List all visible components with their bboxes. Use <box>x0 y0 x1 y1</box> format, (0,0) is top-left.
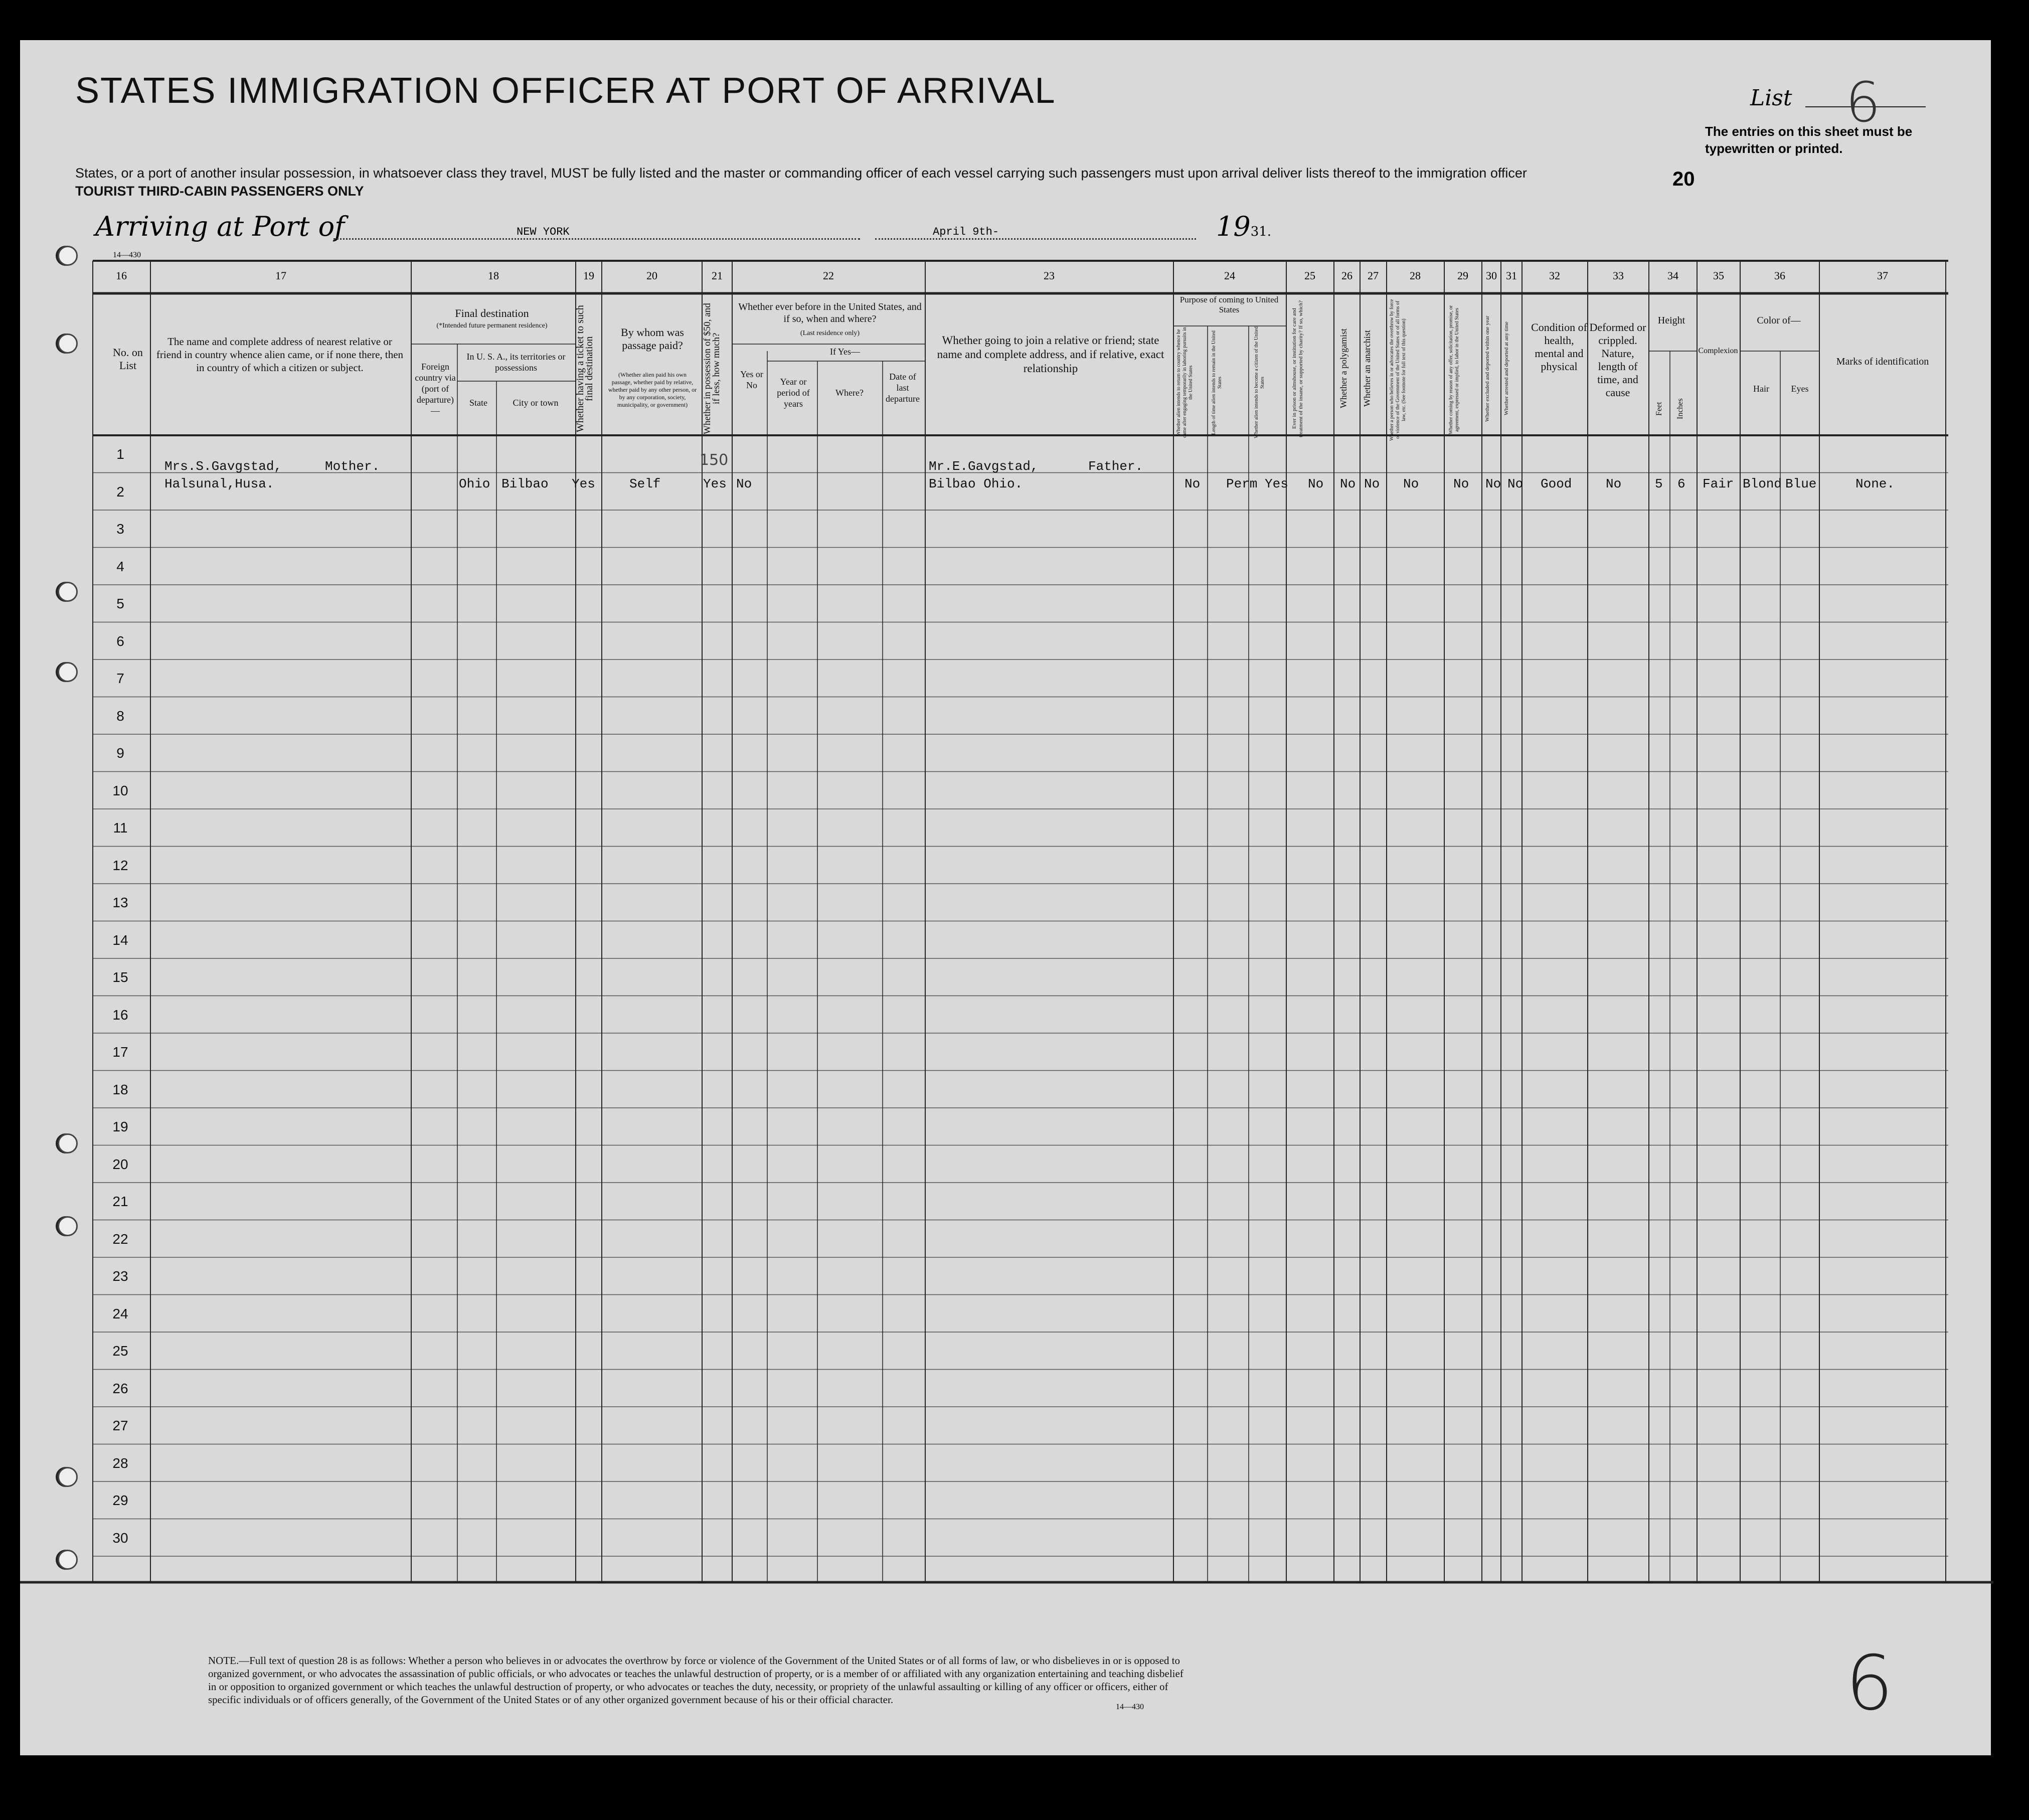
row-number: 6 <box>116 633 124 649</box>
hdr-before: Whether ever before in the United States, and if so, when and where? <box>738 301 922 324</box>
row-number: 3 <box>116 521 124 537</box>
binding-hole <box>58 1133 78 1153</box>
row-number: 8 <box>116 708 124 724</box>
hdr-purpose: Purpose of coming to United States <box>1179 295 1279 314</box>
row1-q29: No <box>1453 476 1469 491</box>
row-number: 30 <box>112 1530 128 1546</box>
binding-hole <box>58 1467 78 1487</box>
form-number: 14—430 <box>1116 1703 1144 1711</box>
row1-purpose-c: Yes <box>1265 476 1288 491</box>
hdr-q29: Whether coming by reason of any offer, solicitation, promise, or agreement, expressed or implied, to labor in the United States <box>1448 305 1460 435</box>
hdr-inches: Inches <box>1676 398 1684 419</box>
column-number: 25 <box>1304 269 1315 282</box>
hdr-if-yes: If Yes— <box>829 347 860 357</box>
hdr-state: State <box>469 398 487 408</box>
row1-prison: No <box>1308 476 1324 491</box>
row-number: 22 <box>112 1231 128 1247</box>
binding-hole <box>58 662 78 682</box>
row1-purpose-b: Perm <box>1226 476 1258 491</box>
column-number: 29 <box>1457 269 1468 282</box>
row-number: 5 <box>116 596 124 611</box>
row1-q28: No <box>1403 476 1419 491</box>
row-number: 10 <box>112 782 128 798</box>
hdr-polygamist: Whether a polygamist <box>1338 328 1348 409</box>
sheet-subtitle: States, or a port of another insular possession, in whatsoever class they travel, MUST be fully listed and the master or commanding officer of each vessel carrying such passengers must upon arrival deliver lists thereof to the immigration officer <box>75 166 1527 181</box>
hdr-eyes: Eyes <box>1791 384 1809 394</box>
row1-passage: Self <box>629 476 661 491</box>
hdr-join: Whether going to join a relative or friend; state name and complete address, and if relative, exact relationship <box>937 334 1164 375</box>
row1-relative-name: Mrs.S.Gavgstad, <box>164 459 282 474</box>
binding-hole <box>58 582 78 602</box>
hdr-where: Where? <box>835 388 864 398</box>
row1-deformed: No <box>1606 476 1622 491</box>
row-number: 13 <box>112 895 128 910</box>
row1-purpose-a: No <box>1185 476 1201 491</box>
row-number: 25 <box>112 1343 128 1359</box>
hdr-health: Condition of health, mental and physical <box>1531 321 1587 373</box>
hdr-no-on-list: No. on List <box>113 346 143 372</box>
row-number: 14 <box>112 932 128 948</box>
hdr-anarchist: Whether an anarchist <box>1362 330 1372 407</box>
column-number: 32 <box>1549 269 1560 282</box>
hdr-q30: Whether excluded and deported within one year <box>1484 315 1490 422</box>
row-number: 18 <box>112 1081 128 1097</box>
row1-money: Yes <box>703 476 727 491</box>
column-number: 27 <box>1368 269 1379 282</box>
handwritten-margin-number: 6 <box>1845 1640 1894 1727</box>
entries-note: The entries on this sheet must be typewritten or printed. <box>1705 124 1913 156</box>
sheet-number: 20 <box>1672 168 1695 190</box>
row1-ticket: Yes <box>572 476 595 491</box>
hdr-passage-note: (Whether alien paid his own passage, whether paid by relative, whether paid by any other person, or by any corporation, society, municipality, or government) <box>608 371 697 408</box>
hdr-final-destination: Final destination <box>455 307 529 319</box>
column-number: 34 <box>1667 269 1678 282</box>
hdr-year-period: Year or period of years <box>777 377 810 409</box>
row-number: 15 <box>112 969 128 985</box>
binding-hole <box>58 334 78 354</box>
column-number: 33 <box>1613 269 1624 282</box>
arrival-date: April 9th- <box>933 226 999 238</box>
binding-hole <box>58 1550 78 1570</box>
arrival-port: NEW YORK <box>517 226 570 238</box>
arrival-label: Arriving at Port of <box>95 211 345 242</box>
row1-anarchist: No <box>1364 476 1380 491</box>
hdr-passage: By whom was passage paid? <box>621 326 684 352</box>
column-number: 21 <box>712 269 723 282</box>
row-number: 19 <box>112 1119 128 1134</box>
class-line: TOURIST THIRD-CABIN PASSENGERS ONLY <box>75 184 364 199</box>
row1-city: Bilbao <box>501 476 549 491</box>
column-number: 19 <box>583 269 594 282</box>
hdr-complexion: Complexion <box>1698 347 1738 355</box>
hdr-date-departure: Date of last departure <box>886 372 920 404</box>
hdr-city: City or town <box>513 398 559 408</box>
column-number: 17 <box>275 269 286 282</box>
hdr-hair: Hair <box>1753 384 1769 394</box>
hdr-feet: Feet <box>1655 402 1663 416</box>
footnote: NOTE.—Full text of question 28 is as follows: Whether a person who believes in or advocates the overthrow by force or violence of the Government of the United States or of all forms of law, or who disbelieves in or is opposed to organized government, or who advocates the assassination of public officials, or who advocates or teaches the unlawful destruction of property, or is a member of or affiliated with any organization entertaining and teaching disbelief in or opposition to organized government or which teaches the unlawful destruction of property, or who advocates or teaches the duty, necessity, or propriety of the unlawful assaulting or killing of any officer or officers, either of specific individuals or of officers generally, of the Government of the United States or of any other organized government because of his or their official character. <box>208 1654 1183 1706</box>
row-number: 17 <box>112 1044 128 1060</box>
hdr-q31: Whether arrested and deported at any time <box>1503 321 1509 416</box>
hdr-purpose-b: Length of time alien intends to remain in the United States <box>1211 330 1223 435</box>
hdr-color-of: Color of— <box>1757 315 1801 326</box>
row1-relative-address: Halsunal,Husa. <box>164 476 274 491</box>
column-number: 20 <box>646 269 657 282</box>
row-number: 23 <box>112 1268 128 1284</box>
row-number: 16 <box>112 1007 128 1023</box>
row-number: 28 <box>112 1455 128 1471</box>
hdr-usa: In U. S. A., its territories or possessions <box>466 352 566 373</box>
row1-q30: No <box>1485 476 1501 491</box>
hdr-purpose-c: Whether alien intends to become a citizen of the United States <box>1254 326 1265 439</box>
column-number: 30 <box>1486 269 1497 282</box>
row1-eyes: Blue <box>1785 476 1817 491</box>
column-number: 23 <box>1044 269 1055 282</box>
row1-join-name: Mr.E.Gavgstad, <box>929 459 1039 474</box>
row1-relative-relationship: Mother. <box>325 459 380 474</box>
row1-money-handwritten: 150 <box>700 451 729 469</box>
row-number: 24 <box>112 1305 128 1321</box>
column-number: 37 <box>1877 269 1888 282</box>
row1-join-address: Bilbao Ohio. <box>929 476 1023 491</box>
hdr-q28: Whether a person who believes in or advocates the overthrow by force or violence of the Government of the United States or of all forms of law, etc. (See footnote for full text of this question) <box>1389 299 1407 441</box>
hdr-before-note: (Last residence only) <box>800 329 860 337</box>
row1-before: No <box>736 476 752 491</box>
binding-hole <box>58 246 78 266</box>
hdr-ticket: Whether having a ticket to such final destination <box>575 305 595 432</box>
row1-feet: 5 <box>1655 476 1663 491</box>
row1-join-relationship: Father. <box>1088 459 1143 474</box>
row-number: 9 <box>116 745 124 761</box>
hdr-marks: Marks of identification <box>1836 356 1929 367</box>
hdr-relative: The name and complete address of nearest relative or friend in country whence alien came, or if none there, then in country of which a citizen or subject. <box>156 336 404 374</box>
column-number: 22 <box>823 269 834 282</box>
column-number: 36 <box>1774 269 1785 282</box>
row1-inches: 6 <box>1677 476 1685 491</box>
row-number: 1 <box>116 446 124 462</box>
hdr-foreign-country: Foreign country via (port of departure)— <box>415 362 456 416</box>
column-number: 26 <box>1341 269 1352 282</box>
row-number: 11 <box>113 820 128 836</box>
column-number: 18 <box>488 269 499 282</box>
row-number: 2 <box>116 483 124 500</box>
row1-health: Good <box>1541 476 1572 491</box>
row-number: 29 <box>112 1493 128 1508</box>
hdr-deformed: Deformed or crippled. Nature, length of time, and cause <box>1589 321 1646 399</box>
row-number: 4 <box>116 558 124 574</box>
binding-hole <box>58 1216 78 1236</box>
year-prefix: 19 <box>1216 211 1251 242</box>
row1-polygamist: No <box>1340 476 1356 491</box>
column-number: 28 <box>1410 269 1421 282</box>
list-label: List <box>1750 85 1792 111</box>
hdr-yes-or-no: Yes or No <box>740 369 763 390</box>
hdr-final-destination-note: (*Intended future permanent residence) <box>436 322 548 329</box>
row-number: 7 <box>116 671 124 686</box>
hdr-purpose-a: Whether alien intends to return to country whence he came after engaging temporarily in laboring pursuits in the United States <box>1176 327 1194 438</box>
row1-complexion: Fair <box>1703 476 1734 491</box>
column-number: 24 <box>1224 269 1235 282</box>
hdr-prison: Ever in prison or almshouse, or institution for care and treatment of the insane, or supported by charity? If so, which? <box>1291 300 1304 437</box>
row-number: 21 <box>112 1194 128 1209</box>
column-number: 16 <box>116 269 127 282</box>
row-number: 12 <box>112 857 128 873</box>
row-number: 27 <box>112 1418 128 1433</box>
row1-q31: No <box>1507 476 1524 491</box>
row-number: 26 <box>112 1380 128 1396</box>
row1-marks: None. <box>1855 476 1895 491</box>
hdr-money: Whether in possession of $50, and if less, how much? <box>702 303 722 434</box>
form-number-top: 14—430 <box>113 251 141 259</box>
year-suffix: 31. <box>1250 224 1272 239</box>
list-number: 6 <box>1845 70 1881 134</box>
row1-state: Ohio <box>459 476 490 491</box>
row-number: 20 <box>112 1156 128 1172</box>
sheet-title: STATES IMMIGRATION OFFICER AT PORT OF ARRIVAL <box>75 71 1056 111</box>
hdr-height: Height <box>1657 315 1685 326</box>
column-number: 31 <box>1506 269 1517 282</box>
column-number: 35 <box>1713 269 1724 282</box>
row1-hair: Blond <box>1743 476 1782 491</box>
